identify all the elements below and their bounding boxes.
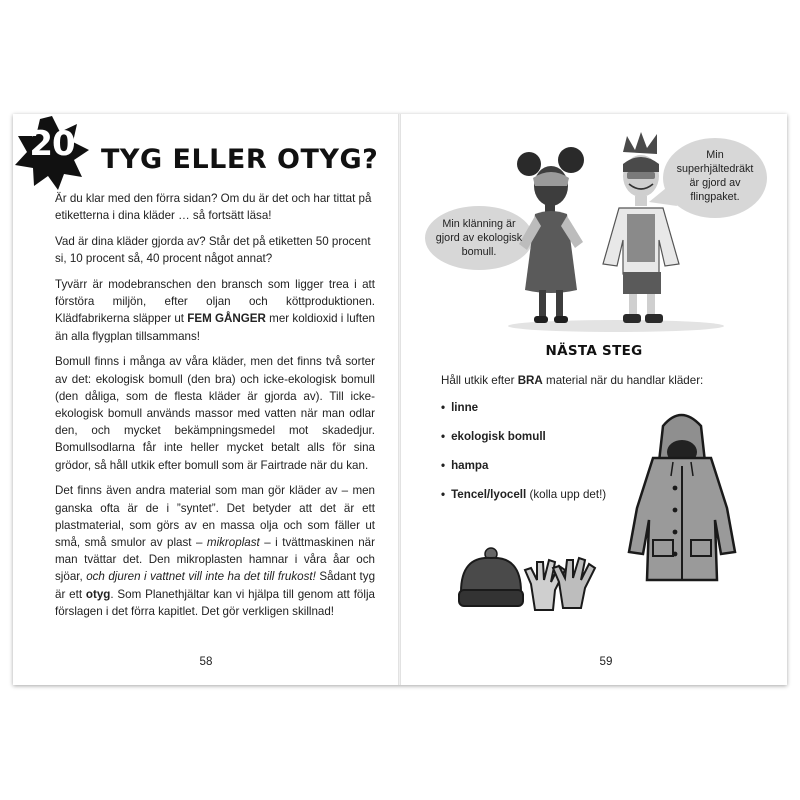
speech-bubble-boy: Min superhjältedräkt är gjord av flingpaket.	[676, 149, 754, 203]
girl-character-icon	[517, 147, 584, 323]
chapter-number: 20	[29, 124, 75, 164]
right-page	[401, 114, 787, 685]
paragraph-4: Bomull finns i många av våra kläder, men det finns två sorter av det: ekologisk bomull (den bra) och icke-ekologisk bomull (den dåliga, som de flesta kläder är gjorda av). Till icke-ekologisk bomull används massor med vatten när man odlar den, och mycket bekämpningsmedel mot skadedjur. Bomullsodlarna får inte heller mycket betalt alls för sina grödor, så håll utkik efter bomull som är Fairtrade när du kan.	[55, 355, 375, 472]
paragraph-3: Tyvärr är modebranschen den bransch som ligger trea i att förstöra miljön, efter oljan och köttproduktionen. Klädfabrikerna släpper ut FEM GÅNGER mer koldioxid i luften än alla flygplan tillsammans!	[55, 278, 375, 343]
emphasis-otyg: otyg	[85, 587, 111, 601]
emphasis-fem-ganger: FEM GÅNGER	[187, 312, 266, 326]
section-heading: NÄSTA STEG	[545, 343, 643, 359]
list-item: • Tencel/lyocell (kolla upp det!)	[441, 488, 607, 501]
paragraph-1: Är du klar med den förra sidan? Om du är det och har tittat på etiketterna i dina kläder … så fortsätt läsa!	[55, 192, 372, 223]
list-item: • linne	[441, 401, 479, 414]
left-page	[13, 114, 399, 685]
page-title: TYG ELLER OTYG?	[101, 144, 379, 175]
clothing-illustration	[401, 404, 787, 634]
raincoat-icon	[629, 415, 735, 580]
emphasis-mikroplast: mikroplast	[206, 536, 260, 550]
book-spread	[13, 114, 787, 685]
list-item: • ekologisk bomull	[441, 430, 546, 443]
emphasis-djuren: och djuren i vattnet vill inte ha det till frukost!	[86, 570, 316, 584]
page-number-left: 58	[199, 655, 213, 668]
paragraph-5: Det finns även andra material som man gör kläder av – men ganska ofta är de i ”syntet”. Det betyder att det är ett plastmaterial, som görs av en massa olja och som fäller ut små, små smulor av plast – mikroplast – i tvättmaskinen när man tvättar det. Den mikroplasten hamnar i våra åar och sjöar, och djuren i vattnet vill inte ha det till frukost! Sådant tyg är ett otyg. Som Planethjältar kan vi hjälpa till genom att följa förslagen i det förra kapitlet. Det gör verkligen skillnad!	[55, 484, 376, 618]
boy-character-icon	[603, 132, 679, 323]
beanie-hat-icon	[459, 548, 523, 606]
chapter-body	[55, 190, 375, 629]
paragraph-2: Vad är dina kläder gjorda av? Står det på etiketten 50 procent si, 10 procent så, 40 procent något annat?	[55, 235, 371, 266]
intro-text: Håll utkik efter BRA material när du handlar kläder:	[441, 374, 704, 387]
page-number-right: 59	[599, 655, 613, 668]
list-item: • hampa	[441, 459, 489, 472]
gloves-icon	[525, 558, 595, 610]
speech-bubble-girl: Min klänning är gjord av ekologisk bomull.	[435, 218, 523, 258]
